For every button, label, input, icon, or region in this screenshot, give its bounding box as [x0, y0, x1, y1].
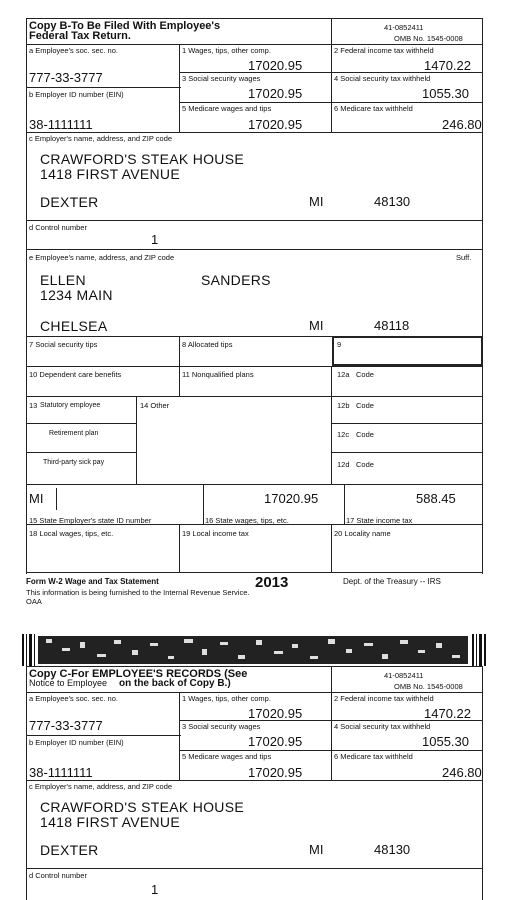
employer-state: MI — [309, 194, 324, 209]
ein-label: b Employer ID number (EIN) — [29, 90, 124, 99]
copy-b-title: Copy B-To Be Filed With Employee's — [29, 20, 221, 32]
box8-label: 8 Allocated tips — [182, 340, 233, 349]
suff-label: Suff. — [456, 253, 472, 262]
copy-b-omb: OMB No. 1545-0008 — [394, 34, 463, 43]
copy-c-box6-label: 6 Medicare tax withheld — [334, 752, 413, 761]
box12b-label: 12b — [337, 401, 350, 410]
copy-c-control-label: d Control number — [29, 871, 87, 880]
box7-label: 7 Social security tips — [29, 340, 98, 349]
box6-label: 6 Medicare tax withheld — [334, 104, 413, 113]
employer-street: 1418 FIRST AVENUE — [40, 166, 180, 182]
box2-label: 2 Federal income tax withheld — [334, 46, 434, 55]
box12c-code-label: Code — [356, 430, 374, 439]
form-w2-title: Form W-2 Wage and Tax Statement — [26, 577, 159, 586]
copy-c-employer-street: 1418 FIRST AVENUE — [40, 814, 180, 830]
employee-last-name: SANDERS — [201, 272, 271, 288]
employer-label: c Employer's name, address, and ZIP code — [29, 134, 173, 143]
employee-ssn: 777-33-3777 — [29, 70, 103, 85]
copy-c-employer-ein: 38-1111111 — [29, 765, 93, 780]
box5-medicare-wages: 17020.95 — [248, 117, 303, 132]
copy-c-control-number: 1 — [151, 882, 159, 897]
sickpay-label: Third-party sick pay — [43, 459, 105, 466]
barcode-graphic — [22, 634, 488, 666]
control-number: 1 — [151, 232, 159, 247]
box15-label: 15 State Employer's state ID number — [29, 516, 152, 525]
box13-label: 13 — [29, 401, 38, 410]
box17-label: 17 State income tax — [346, 516, 413, 525]
box12a-label: 12a — [337, 370, 350, 379]
box12d-label: 12d — [337, 460, 350, 469]
w2-copy-c — [26, 666, 483, 900]
box4-ss-tax: 1055.30 — [422, 86, 469, 101]
box4-label: 4 Social security tax withheld — [334, 74, 431, 83]
box14-label: 14 Other — [140, 401, 170, 410]
copy-c-title-2: on the back of Copy B.) — [119, 678, 231, 689]
copy-c-ein-label: b Employer ID number (EIN) — [29, 738, 124, 747]
copy-c-box2-federal-tax: 1470.22 — [424, 706, 471, 721]
box16-label: 16 State wages, tips, etc. — [205, 516, 289, 525]
box9-label: 9 — [337, 340, 342, 349]
box9 — [332, 336, 483, 366]
box12c-label: 12c — [337, 430, 350, 439]
employee-city: CHELSEA — [40, 318, 108, 334]
copy-c-employee-ssn: 777-33-3777 — [29, 718, 103, 733]
state-income-tax: 588.45 — [416, 491, 456, 506]
box12a-code-label: Code — [356, 370, 374, 379]
box18-label: 18 Local wages, tips, etc. — [29, 529, 114, 538]
copy-c-box3-ss-wages: 17020.95 — [248, 734, 303, 749]
box11-label: 11 Nonqualified plans — [182, 370, 254, 379]
dept-treasury: Dept. of the Treasury -- IRS — [343, 577, 441, 586]
oaa-label: OAA — [26, 597, 42, 606]
copy-c-employer-label: c Employer's name, address, and ZIP code — [29, 782, 173, 791]
employer-zip: 48130 — [374, 194, 411, 209]
box3-label: 3 Social security wages — [182, 74, 261, 83]
employee-state: MI — [309, 318, 324, 333]
state-wages: 17020.95 — [264, 491, 319, 506]
copy-c-box3-label: 3 Social security wages — [182, 722, 261, 731]
copy-c-box2-label: 2 Federal income tax withheld — [334, 694, 434, 703]
box5-label: 5 Medicare wages and tips — [182, 104, 272, 113]
box1-wages: 17020.95 — [248, 58, 303, 73]
copy-c-box6-medicare-tax: 246.80 — [442, 765, 482, 780]
copy-c-employer-zip: 48130 — [374, 842, 411, 857]
barcode — [22, 634, 488, 666]
copy-b-title-2: Federal Tax Return. — [29, 30, 131, 42]
employer-city: DEXTER — [40, 194, 99, 210]
copy-c-box4-ss-tax: 1055.30 — [422, 734, 469, 749]
box12b-code-label: Code — [356, 401, 374, 410]
copy-c-omb: OMB No. 1545-0008 — [394, 682, 463, 691]
employer-name: CRAWFORD'S STEAK HOUSE — [40, 151, 244, 167]
copy-c-ein-top: 41-0852411 — [384, 671, 424, 680]
employer-ein: 38-1111111 — [29, 117, 93, 132]
copy-c-employer-city: DEXTER — [40, 842, 99, 858]
box1-label: 1 Wages, tips, other comp. — [182, 46, 271, 55]
copy-c-employer-name: CRAWFORD'S STEAK HOUSE — [40, 799, 244, 815]
tax-year: 2013 — [255, 574, 289, 591]
copy-c-ssn-label: a Employee's soc. sec. no. — [29, 694, 118, 703]
copy-c-box5-label: 5 Medicare wages and tips — [182, 752, 272, 761]
copy-b-ein-top: 41-0852411 — [384, 23, 424, 32]
employee-street: 1234 MAIN — [40, 287, 113, 303]
copy-c-box5-medicare-wages: 17020.95 — [248, 765, 303, 780]
ssn-label: a Employee's soc. sec. no. — [29, 46, 118, 55]
employee-zip: 48118 — [374, 318, 410, 333]
copy-c-box4-label: 4 Social security tax withheld — [334, 722, 431, 731]
copy-c-box1-label: 1 Wages, tips, other comp. — [182, 694, 271, 703]
box2-federal-tax: 1470.22 — [424, 58, 471, 73]
box10-label: 10 Dependent care benefits — [29, 370, 122, 379]
copy-c-title-notice: Notice to Employee — [29, 678, 108, 688]
copy-c-box1-wages: 17020.95 — [248, 706, 303, 721]
control-label: d Control number — [29, 223, 87, 232]
copy-c-title: Copy C-For EMPLOYEE'S RECORDS (See — [29, 668, 248, 680]
box3-ss-wages: 17020.95 — [248, 86, 303, 101]
employee-label: e Employee's name, address, and ZIP code — [29, 253, 175, 262]
box6-medicare-tax: 246.80 — [442, 117, 482, 132]
employee-first-name: ELLEN — [40, 272, 86, 288]
statutory-label: Statutory employee — [40, 402, 101, 409]
w2-copy-b — [26, 18, 483, 574]
irs-notice: This information is being furnished to the Internal Revenue Service. — [26, 588, 250, 597]
copy-c-employer-state: MI — [309, 842, 324, 857]
box20-label: 20 Locality name — [334, 529, 391, 538]
state-code: MI — [29, 491, 44, 506]
box19-label: 19 Local income tax — [182, 529, 249, 538]
box12d-code-label: Code — [356, 460, 374, 469]
retirement-label: Retirement plan — [49, 430, 99, 437]
